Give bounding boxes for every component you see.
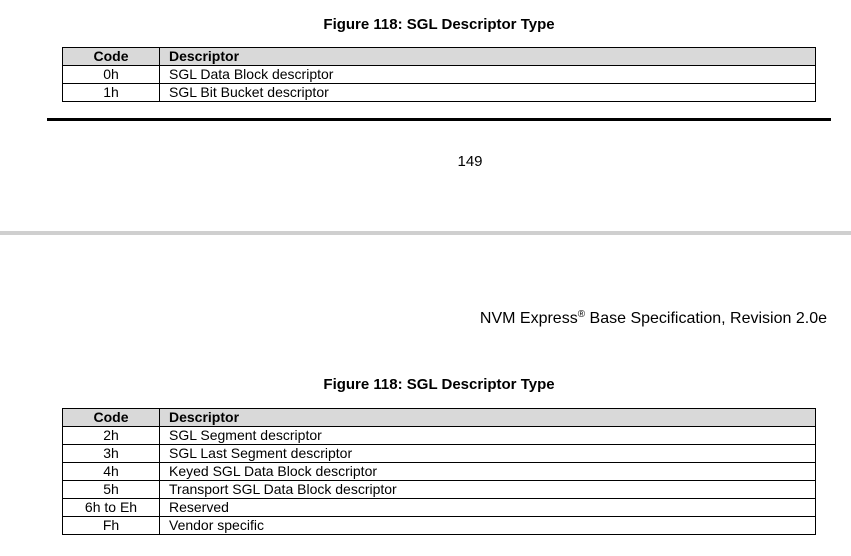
- code-cell: 2h: [63, 427, 160, 445]
- descriptor-cell: SGL Last Segment descriptor: [160, 445, 816, 463]
- descriptor-cell: Reserved: [160, 499, 816, 517]
- running-header-product: NVM Express: [479, 310, 578, 327]
- table-row: [63, 517, 816, 535]
- table-row: [63, 66, 816, 84]
- column-header-code: Code: [63, 48, 160, 66]
- descriptor-cell: Transport SGL Data Block descriptor: [160, 481, 816, 499]
- code-cell: 1h: [63, 84, 160, 102]
- code-cell: 6h to Eh: [63, 499, 160, 517]
- descriptor-cell: SGL Data Block descriptor: [160, 66, 816, 84]
- descriptor-type-table-top: [62, 47, 816, 102]
- figure-title-bottom: Figure 118: SGL Descriptor Type: [323, 376, 555, 393]
- footer-divider: [47, 118, 831, 121]
- code-cell: 0h: [63, 66, 160, 84]
- table-row: [63, 463, 816, 481]
- descriptor-cell: SGL Bit Bucket descriptor: [160, 84, 816, 102]
- descriptor-type-table-bottom: [62, 408, 816, 535]
- column-header-descriptor: Descriptor: [160, 409, 816, 427]
- table-header-row: [63, 409, 816, 427]
- table-row: [63, 84, 816, 102]
- column-header-descriptor: Descriptor: [160, 48, 816, 66]
- running-header-title: Base Specification, Revision 2.0e: [585, 310, 827, 327]
- code-cell: Fh: [63, 517, 160, 535]
- table-row: [63, 445, 816, 463]
- trademark-symbol: ®: [577, 309, 586, 320]
- column-header-code: Code: [63, 409, 160, 427]
- running-header: [480, 305, 827, 329]
- table-header-row: [63, 48, 816, 66]
- table-row: [63, 427, 816, 445]
- page-number: 149: [457, 153, 483, 170]
- page-separator: [0, 231, 851, 235]
- descriptor-cell: Vendor specific: [160, 517, 816, 535]
- table-row: [63, 481, 816, 499]
- code-cell: 5h: [63, 481, 160, 499]
- figure-title-top: Figure 118: SGL Descriptor Type: [323, 16, 555, 33]
- code-cell: 4h: [63, 463, 160, 481]
- descriptor-cell: Keyed SGL Data Block descriptor: [160, 463, 816, 481]
- table-row: [63, 499, 816, 517]
- code-cell: 3h: [63, 445, 160, 463]
- descriptor-cell: SGL Segment descriptor: [160, 427, 816, 445]
